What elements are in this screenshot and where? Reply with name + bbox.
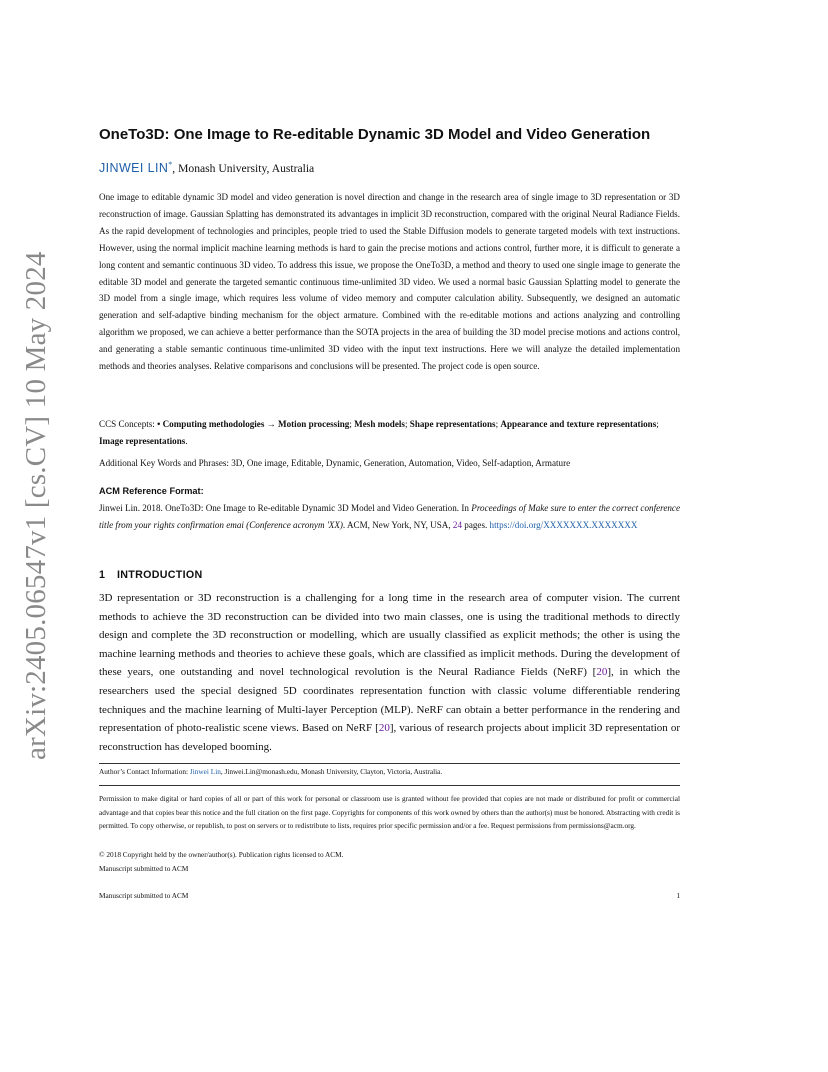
- section-title: INTRODUCTION: [117, 569, 203, 581]
- acm-reference-pages-suffix: pages.: [462, 520, 488, 531]
- ccs-item: Image representations: [99, 436, 186, 446]
- author-line: [99, 160, 680, 175]
- ccs-bullet: •: [157, 419, 163, 429]
- ccs-separator: ;: [349, 419, 355, 429]
- acm-reference-heading: ACM Reference Format:: [99, 486, 204, 496]
- ccs-separator: ;: [656, 419, 659, 429]
- intro-text: 3D representation or 3D reconstruction is a challenging for a long time in the research area of computer vision. The current methods to achieve the 3D reconstruction can be divided into two main classes, one is using the traditional methods to directly design and complete the 3D reconstruction or modelling, which are usually classified as explicit methods; the other is using the machine learning methods and theories to achieve these goals, which are classified as implicit methods. During the development of these years, one outstanding and novel technological revolution is the Neural Radiance Fields (NeRF) [: [99, 592, 680, 679]
- section-heading: [99, 569, 680, 581]
- citation-link[interactable]: 20: [596, 666, 608, 679]
- ccs-item: Shape representations: [409, 419, 496, 429]
- ccs-separator: ;: [495, 419, 501, 429]
- ccs-separator: ;: [404, 419, 410, 429]
- author-contact: [99, 767, 680, 776]
- footnote-divider: [99, 763, 680, 764]
- acm-reference-pages-link[interactable]: 24: [452, 520, 462, 531]
- contact-prefix: Author’s Contact Information:: [99, 767, 190, 776]
- author-affiliation: , Monash University, Australia: [172, 161, 315, 175]
- acm-reference-publisher: . ACM, New York, NY, USA,: [342, 520, 453, 531]
- author-footnote-marker: *: [168, 160, 173, 169]
- copyright-block: [99, 848, 680, 875]
- ccs-concepts: [99, 416, 680, 450]
- citation-link[interactable]: 20: [378, 722, 390, 735]
- contact-details: , Jinwei.Lin@monash.edu, Monash University, Clayton, Victoria, Australia.: [220, 767, 443, 776]
- permission-notice: Permission to make digital or hard copies of all or part of this work for personal or classroom use is granted without fee provided that copies are not made or distributed for profit or commercial advantage and that copies bear this notice and the full citation on the first page. Copyrights for components of this work owned by others than the author(s) must be honored. Abstracting with credit is permitted. To copy otherwise, or republish, to post on servers or to redistribute to lists, requires prior specific permission and/or a fee. Request permissions from permissions@acm.org.: [99, 794, 680, 830]
- permission-divider: [99, 785, 680, 786]
- section-number: 1: [99, 569, 106, 581]
- arxiv-side-stamp: arXiv:2405.06547v1 [cs.CV] 10 May 2024: [20, 251, 52, 760]
- contact-name-link[interactable]: Jinwei Lin: [189, 767, 221, 776]
- intro-text: ], in which the researchers used the special designed 5D coordinates representation function with classic volume differentiable rendering techniques and the machine learning of Multi-layer Perception (MLP). NeRF can obtain a better performance in the rendering and representation of photo-realistic scene views. Based on NeRF [: [99, 666, 680, 735]
- paper-title: OneTo3D: One Image to Re-editable Dynamic 3D Model and Video Generation: [99, 126, 651, 143]
- doi-link[interactable]: https://doi.org/XXXXXXX.XXXXXXX: [489, 520, 638, 531]
- ccs-prefix: CCS Concepts:: [99, 419, 158, 429]
- introduction-paragraph: [99, 589, 680, 756]
- acm-reference-venue: Proceedings of Make sure to enter the correct conference title from your rights confirmation emai (Conference acronym 'XX): [99, 503, 680, 531]
- ccs-item: Mesh models: [354, 419, 405, 429]
- copyright-line: © 2018 Copyright held by the owner/author(s). Publication rights licensed to ACM.: [99, 850, 344, 859]
- acm-reference: [99, 500, 680, 535]
- author-name[interactable]: JINWEI LIN: [99, 160, 169, 175]
- abstract: One image to editable dynamic 3D model and video generation is novel direction and change in the research area of single image to 3D representation or 3D reconstruction of image. Gaussian Splatting has demonstrated its advantages in implicit 3D reconstruction, compared with the original Neural Radiance Fields. As the rapid development of technologies and principles, people tried to used the Stable Diffusion models to generate targeted models with text instructions. However, using the normal implicit machine learning methods is hard to gain the precise motions and actions control, further more, it is difficult to generate a long content and semantic continuous 3D video. To address this issue, we propose the OneTo3D, a method and theory to used one single image to generate the editable 3D model and generate the targeted semantic continuous time-unlimited 3D video. We used a normal basic Gaussian Splatting model to generate the 3D model from a single image, which requires less volume of video memory and computer calculation ability. Subsequently, we designed an automatic generation and self-adaptive binding mechanism for the object armature. Combined with the re-editable motions and actions analyzing and controlling algorithm we proposed, we can achieve a better performance than the SOTA projects in the area of building the 3D model precise motions and actions control, and generating a stable semantic continuous time-unlimited 3D video with the input text instructions. Here we will analyze the detailed implementation methods and theories analyses. Relative comparisons and conclusions will be presented. The project code is open source.: [99, 192, 680, 372]
- ccs-item: Computing methodologies → Motion processing: [162, 419, 350, 429]
- acm-reference-text: Jinwei Lin. 2018. OneTo3D: One Image to Re-editable Dynamic 3D Model and Video Generation. In: [99, 503, 472, 513]
- ccs-item: Appearance and texture representations: [500, 419, 657, 429]
- page-number: 1: [676, 891, 680, 900]
- intro-text: ], various of research projects about implicit 3D representation or reconstruction has developed booming.: [99, 722, 680, 753]
- keywords: Additional Key Words and Phrases: 3D, One image, Editable, Dynamic, Generation, Automation, Video, Self-adaption, Armature: [99, 458, 571, 468]
- footer-left: Manuscript submitted to ACM: [99, 891, 189, 900]
- manuscript-note: Manuscript submitted to ACM: [99, 863, 189, 873]
- ccs-end: .: [185, 436, 188, 446]
